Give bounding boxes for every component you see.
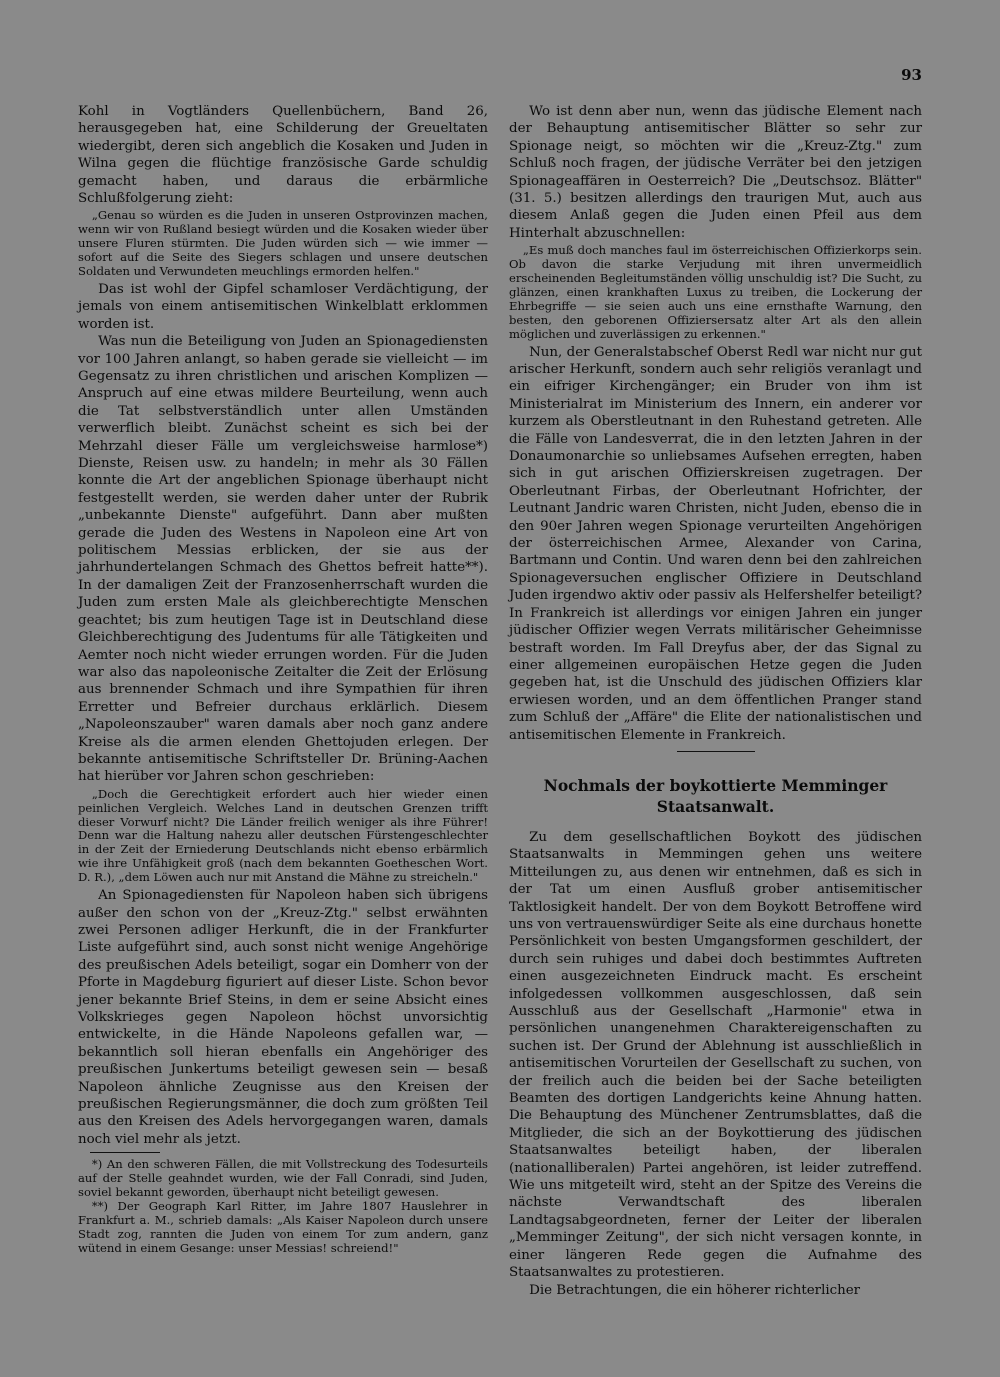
section-title: Nochmals der boykottierte Memminger Staatsanwalt. [543, 775, 888, 816]
footnote: *) An den schweren Fällen, die mit Vollstreckung des Todesurteils auf der Stelle geahndet wurden, wie der Fall Conradi, sind Juden, soviel bekannt geworden, überhaupt nicht beteiligt gewesen. [78, 1157, 488, 1199]
paragraph: Die Betrachtungen, die ein höherer richterlicher [529, 1282, 861, 1298]
paragraph: Nun, der Generalstabschef Oberst Redl war nicht nur gut arischer Herkunft, sondern auch sehr religiös veranlagt und ein eifriger Kirchengänger; ein Bruder von ihm ist Ministerialrat im Ministerium des Innern, ein anderer vor kurzem als Oberstleutnant in den Ruhestand getreten. Alle die Fälle von Landesverrat, die in den letzten Jahren in der Donaumonarchie so unliebsames Aufsehen erregten, haben sich in gut arischen Offizierskreisen zugetragen. Der Oberleutnant Firbas, der Oberleutnant Hofrichter, der Leutnant Jandric waren Christen, nicht Juden, ebenso die in den 90er Jahren wegen Spionage verurteilten Angehörigen der österreichischen Armee, Alexander von Carina, Bartmann und Contin. Und waren denn bei den zahlreichen Spionageversuchen englischer Offiziere in Deutschland Juden irgendwo aktiv oder passiv als Helfershelfer beteiligt? In Frankreich ist allerdings vor einigen Jahren ein junger jüdischer Offizier wegen Verrats militärischer Geheimnisse bestraft worden. Im Fall Dreyfus aber, der das Signal zu einer allgemeinen europäischen Hetze gegen die Juden gegeben hat, ist die Unschuld des jüdischen Offiziers klar erwiesen worden, und an dem öffentlichen Pranger stand zum Schluß der „Affäre" die Elite der nationalistischen und antisemitischen Elemente in Frankreich. [509, 344, 922, 743]
block-quote: „Es muß doch manches faul im österreichischen Offizierkorps sein. Ob davon die starke Verjudung mit ihren unvermeidlich erscheinenden Begleitumständen völlig unschuldig ist? Die Sucht, zu glänzen, einen krankhaften Luxus zu treiben, die Lockerung der Ehrbegriffe — sie seien auch uns eine ernsthafte Warnung, den besten, den geborenen Offiziersersatz alter Art als den allein möglichen und zuverlässigen zu erkennen." [509, 243, 922, 341]
block-quote: „Genau so würden es die Juden in unseren Ostprovinzen machen, wenn wir von Rußland besiegt würden und die Kosaken wieder über unsere Fluren stürmten. Die Juden würden sich — wie immer — sofort auf die Seite des Siegers schlagen und unsere deutschen Soldaten und Verwundeten meuchlings ermorden helfen." [78, 208, 488, 279]
page-number: 93 [901, 66, 922, 84]
paragraph: Wo ist denn aber nun, wenn das jüdische Element nach der Behauptung antisemitischer Blätter so sehr zur Spionage neigt, so möchten wir die „Kreuz-Ztg." zum Schluß noch fragen, der jüdische Verräter bei den jetzigen Spionageaffären in Oesterreich? Die „Deutschsoz. Blätter" (31. 5.) besitzen allerdings den traurigen Mut, auch aus diesem Anlaß gegen die Juden einen Pfeil aus dem Hinterhalt abzuschnellen: [509, 104, 922, 241]
paragraph: Das ist wohl der Gipfel schamloser Verdächtigung, der jemals von einem antisemitischen Winkelblatt erklommen worden ist. [78, 281, 488, 332]
paragraph: An Spionagediensten für Napoleon haben sich übrigens außer den schon von der „Kreuz-Ztg." selbst erwähnten zwei Personen adliger Herkunft, die in der Frankfurter Liste aufgeführt sind, auch sonst nicht wenige Angehörige des preußischen Adels beteiligt, sogar ein Domherr von der Pforte in Magdeburg figuriert auf dieser Liste. Schon bevor jener bekannte Brief Steins, in dem er seine Absicht eines Volkskrieges gegen Napoleon höchst unvorsichtig entwickelte, in die Hände Napoleons gefallen war, — bekanntlich soll hieran ebenfalls ein Angehöriger des preußischen Junkertums beteiligt gewesen sein — besaß Napoleon ähnliche Zeugnisse aus den Kreisen der preußischen Regierungsmänner, die doch zum größten Teil aus den Kreisen des Adels hervorgegangen waren, damals noch viel mehr als jetzt. [78, 888, 488, 1147]
right-column [509, 103, 922, 1299]
left-column [78, 103, 488, 1256]
section-divider [677, 751, 755, 752]
paragraph: Was nun die Beteiligung von Juden an Spionagediensten vor 100 Jahren anlangt, so haben gerade sie vielleicht — im Gegensatz zu ihren christlichen und arischen Komplizen — Anspruch auf eine etwas mildere Beurteilung, wenn auch die Tat selbstverständlich unter allen Umständen verwerflich bleibt. Zunächst scheint es sich bei der Mehrzahl dieser Fälle um vergleichsweise harmlose*) Dienste, Reisen usw. zu handeln; in mehr als 30 Fällen konnte die Art der angeblichen Spionage überhaupt nicht festgestellt werden, sie werden daher unter der Rubrik „unbekannte Dienste" aufgeführt. Dann aber mußten gerade die Juden des Westens in Napoleon eine Art von politischem Messias erblicken, der sie aus der jahrhundertelangen Schmach des Ghettos befreit hatte**). In der damaligen Zeit der Franzosenherrschaft wurden die Juden zum ersten Male als gleichberechtigte Menschen geachtet; bis zum heutigen Tage ist in Deutschland diese Gleichberechtigung des Judentums für alle Tätigkeiten und Aemter noch nicht wieder errungen worden. Für die Juden war also das napoleonische Zeitalter die Zeit der Erlösung aus brennender Schmach und ihre Sympathien für ihren Erretter und Befreier durchaus erklärlich. Diesem „Napoleonszauber" waren damals aber noch ganz andere Kreise als die armen elenden Ghettojuden erlegen. Der bekannte antisemitische Schriftsteller Dr. Brüning-Aachen hat hierüber vor Jahren schon geschrieben: [78, 334, 488, 785]
block-quote: „Doch die Gerechtigkeit erfordert auch hier wieder einen peinlichen Vergleich. Welches Land in deutschen Grenzen trifft dieser Vorwurf nicht? Die Länder freilich weniger als ihre Führer! Denn war die Haltung nahezu aller deutschen Fürstengeschlechter in der Zeit der Erniederung Deutschlands nicht ebenso erbärmlich wie ihre Unfähigkeit groß (nach dem bekannten Goetheschen Wort. D. R.), „dem Löwen auch nur mit Anstand die Mähne zu streicheln." [78, 786, 488, 885]
footnote-divider [90, 1152, 160, 1153]
paragraph: Kohl in Vogtländers Quellenbüchern, Band 26, herausgegeben hat, eine Schilderung der Greueltaten wiedergibt, deren sich angeblich die Kosaken und Juden in Wilna gegen die flüchtige französische Garde schuldig gemacht haben, und daraus die erbärmliche Schlußfolgerung zieht: [78, 104, 488, 207]
footnote: **) Der Geograph Karl Ritter, im Jahre 1807 Hauslehrer in Frankfurt a. M., schrieb damals: „Als Kaiser Napoleon durch unsere Stadt zog, rannten die Juden von einem Tor zum andern, ganz wütend in einem Gesange: unser Messias! schreiend!" [78, 1198, 488, 1255]
paragraph: Zu dem gesellschaftlichen Boykott des jüdischen Staatsanwalts in Memmingen gehen uns weitere Mitteilungen zu, aus denen wir entnehmen, daß es sich in der Tat um einen Ausfluß grober antisemitischer Taktlosigkeit handelt. Der von dem Boykott Betroffene wird uns von vertrauenswürdiger Seite als eine durchaus honette Persönlichkeit von besten Umgangsformen geschildert, der durch sein ruhiges und dabei doch bestimmtes Auftreten einen ausgezeichneten Eindruck macht. Es erscheint infolgedessen vollkommen ausgeschlossen, daß sein Ausschluß aus der Gesellschaft „Harmonie" etwa in persönlichen unangenehmen Charaktereigenschaften zu suchen ist. Der Grund der Ablehnung ist ausschließlich in antisemitischen Vorurteilen der Gesellschaft zu suchen, von der freilich auch die beiden bei der Sache beteiligten Beamten des dortigen Landgerichts keine Ahnung hatten. Die Behauptung des Münchener Zentrumsblattes, daß die Mitglieder, die sich an der Boykottierung des jüdischen Staatsanwaltes beteiligt haben, der liberalen (nationalliberalen) Partei angehören, ist leider zutreffend. Wie uns mitgeteilt wird, steht an der Spitze des Vereins die nächste Verwandtschaft des liberalen Landtagsabgeordneten, ferner der Leiter der liberalen „Memminger Zeitung", der sich nicht versagen konnte, in einer längeren Rede gegen die Aufnahme des Staatsanwaltes zu protestieren. [509, 829, 922, 1281]
